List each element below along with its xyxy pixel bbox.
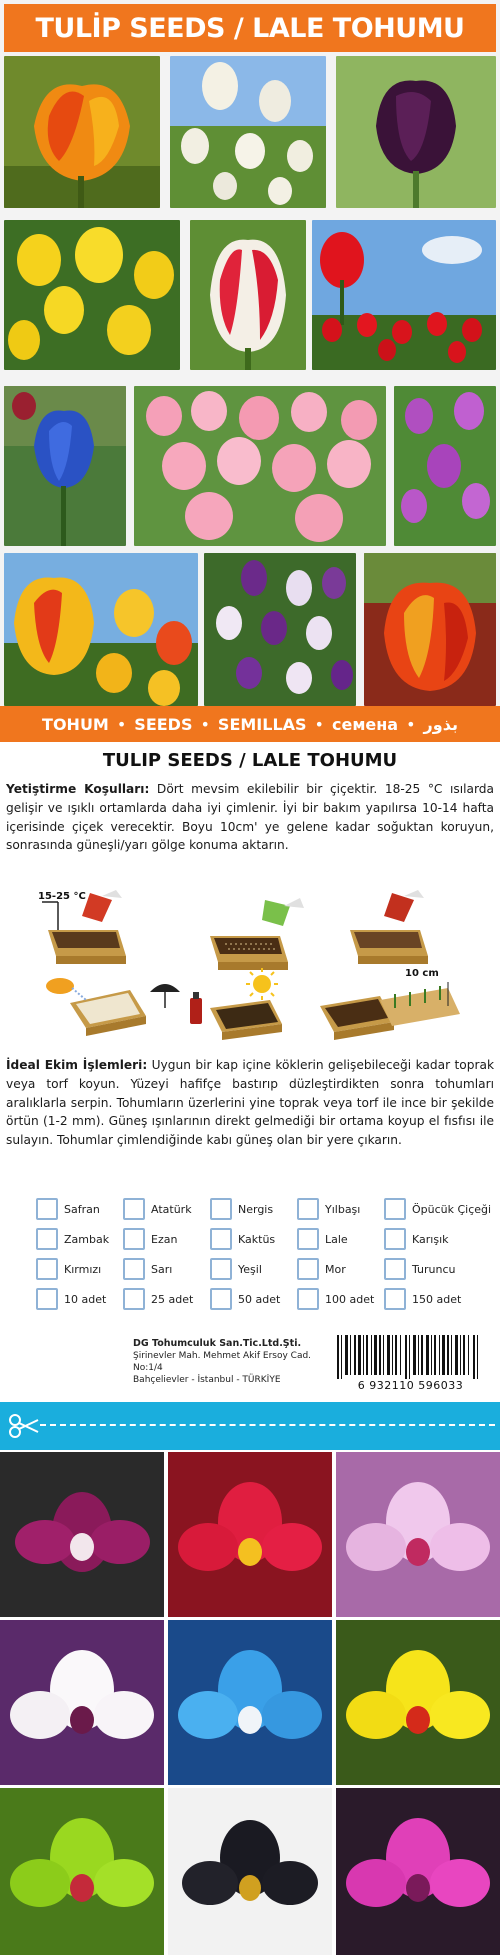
checkbox-mor[interactable]: Mor bbox=[297, 1258, 346, 1280]
checkbox-lale[interactable]: Lale bbox=[297, 1228, 348, 1250]
checkbox-box[interactable] bbox=[123, 1288, 145, 1310]
orchid-photo-yellow bbox=[336, 1620, 500, 1785]
ideal-sowing-instructions bbox=[6, 1056, 494, 1150]
lang-turkish: TOHUM bbox=[42, 714, 109, 734]
checkbox-yesil[interactable]: Yeşil bbox=[210, 1258, 262, 1280]
tulip-photo-pink-field bbox=[134, 386, 386, 546]
checkbox-box[interactable] bbox=[123, 1258, 145, 1280]
orchid-photo-magenta bbox=[336, 1788, 500, 1955]
step-seedling-tray-icon bbox=[210, 1000, 282, 1040]
growing-heading: Yetiştirme Koşulları: bbox=[6, 782, 150, 796]
checkbox-box[interactable] bbox=[210, 1258, 232, 1280]
checkbox-opucuk-cicegi[interactable]: Öpücük Çiçeği bbox=[384, 1198, 491, 1220]
orchid-photo-red bbox=[168, 1452, 332, 1617]
checkbox-zambak[interactable]: Zambak bbox=[36, 1228, 109, 1250]
checkbox-kirmizi[interactable]: Kırmızı bbox=[36, 1258, 101, 1280]
checkbox-box[interactable] bbox=[384, 1288, 406, 1310]
umbrella-icon bbox=[150, 984, 180, 1008]
tulip-photo-blue bbox=[4, 386, 126, 546]
orchid-photo-purple bbox=[0, 1452, 164, 1617]
checkbox-10-adet[interactable]: 10 adet bbox=[36, 1288, 106, 1310]
lang-russian: ceмeнa bbox=[331, 714, 399, 734]
tulip-photo-red-white-striped bbox=[190, 220, 306, 370]
step-temperature-label: 15-25 °C bbox=[38, 891, 86, 902]
checkbox-box[interactable] bbox=[36, 1198, 58, 1220]
sowing-heading: İdeal Ekim İşlemleri: bbox=[6, 1058, 148, 1072]
checkbox-kaktus[interactable]: Kaktüs bbox=[210, 1228, 275, 1250]
checkbox-box[interactable] bbox=[36, 1258, 58, 1280]
tulip-photo-orange bbox=[4, 56, 160, 208]
checkbox-box[interactable] bbox=[297, 1288, 319, 1310]
checkbox-150-adet[interactable]: 150 adet bbox=[384, 1288, 461, 1310]
checkbox-box[interactable] bbox=[297, 1228, 319, 1250]
checkbox-safran[interactable]: Safran bbox=[36, 1198, 100, 1220]
tulip-photo-yellow-red bbox=[4, 553, 198, 706]
checkbox-box[interactable] bbox=[36, 1228, 58, 1250]
checkbox-yilbasi[interactable]: Yılbaşı bbox=[297, 1198, 360, 1220]
checkbox-box[interactable] bbox=[210, 1288, 232, 1310]
fertilizer-bottle-icon bbox=[190, 992, 202, 1024]
growing-conditions bbox=[6, 780, 494, 855]
checkbox-box[interactable] bbox=[210, 1198, 232, 1220]
sowing-text: Uygun bir kap içine köklerin gelişebileceği kadar toprak veya torf koyun. Yüzeyi hafifçe bastırıp düzleştirdikten sonra tohumları aralıklarla serpin. Tohumların üzerlerini yine toprak veya torf ile ince bir şekilde örtün (1-2 mm). Güneş ışınlarının direkt gelmediği bir ortama koyup el fısfısı ile sulayın. Tohumlar çimlendiğinde kabı güneş olan bir yere çıkarın. bbox=[6, 1058, 495, 1148]
checkbox-box[interactable] bbox=[384, 1228, 406, 1250]
barcode-bars bbox=[333, 1335, 488, 1379]
checkbox-box[interactable] bbox=[36, 1288, 58, 1310]
step-water-icon bbox=[46, 978, 146, 1036]
back-title-text: TULIP SEEDS / LALE TOHUMU bbox=[102, 749, 398, 771]
tulip-photo-white bbox=[170, 56, 326, 208]
planting-steps-illustration bbox=[0, 888, 500, 1048]
checkbox-box[interactable] bbox=[123, 1228, 145, 1250]
packet-front bbox=[0, 0, 500, 742]
checkbox-box[interactable] bbox=[210, 1228, 232, 1250]
checkbox-box[interactable] bbox=[123, 1198, 145, 1220]
barcode-number: 6 932110 596033 bbox=[357, 1379, 464, 1392]
separator-dot: • bbox=[314, 714, 324, 734]
step-transplant-icon bbox=[320, 982, 460, 1040]
checkbox-sari[interactable]: Sarı bbox=[123, 1258, 172, 1280]
checkbox-box[interactable] bbox=[297, 1198, 319, 1220]
barcode bbox=[333, 1335, 488, 1393]
sun-icon bbox=[246, 968, 278, 1000]
scissors-icon bbox=[8, 1410, 40, 1442]
checkbox-50-adet[interactable]: 50 adet bbox=[210, 1288, 280, 1310]
orchid-photo-white bbox=[0, 1620, 164, 1785]
checkbox-box[interactable] bbox=[384, 1198, 406, 1220]
lang-spanish: SEMILLAS bbox=[217, 714, 307, 734]
separator-dot: • bbox=[116, 714, 127, 734]
tulip-photo-orange-closeup bbox=[364, 553, 496, 706]
tulip-photo-purple-white bbox=[204, 553, 356, 706]
checkbox-25-adet[interactable]: 25 adet bbox=[123, 1288, 193, 1310]
step-height-label: 10 cm bbox=[405, 968, 439, 979]
checkbox-karisik[interactable]: Karışık bbox=[384, 1228, 449, 1250]
dashed-cut-line bbox=[40, 1424, 495, 1426]
separator-dot: • bbox=[406, 714, 416, 734]
front-title-banner bbox=[4, 4, 496, 52]
checkbox-box[interactable] bbox=[297, 1258, 319, 1280]
front-title: TULİP SEEDS / LALE TOHUMU bbox=[35, 12, 465, 44]
company-address-line1: Şirinevler Mah. Mehmet Akif Ersoy Cad. No:1/4 bbox=[133, 1351, 312, 1373]
lang-english: SEEDS bbox=[134, 714, 193, 734]
orchid-photo-blue bbox=[168, 1620, 332, 1785]
tulip-photo-dark-purple bbox=[336, 56, 496, 208]
checkbox-ezan[interactable]: Ezan bbox=[123, 1228, 177, 1250]
step-sow-seeds-icon bbox=[210, 898, 304, 970]
orchid-photo-black bbox=[168, 1788, 332, 1955]
checkbox-turuncu[interactable]: Turuncu bbox=[384, 1258, 456, 1280]
tulip-photo-red-field bbox=[312, 220, 496, 370]
variety-checklist bbox=[28, 1190, 492, 1325]
lang-arabic: بذور bbox=[423, 714, 458, 734]
cut-line-band bbox=[0, 1402, 500, 1450]
checkbox-nergis[interactable]: Nergis bbox=[210, 1198, 273, 1220]
tulip-photo-purple bbox=[394, 386, 496, 546]
language-bar bbox=[0, 706, 500, 742]
orchid-photo-pink-white bbox=[336, 1452, 500, 1617]
back-title bbox=[0, 742, 500, 778]
company-info bbox=[133, 1338, 333, 1386]
separator-dot: • bbox=[200, 714, 210, 734]
checkbox-box[interactable] bbox=[384, 1258, 406, 1280]
orchid-photo-green bbox=[0, 1788, 164, 1955]
step-cover-icon bbox=[350, 890, 428, 964]
company-address-line2: Bahçelievler - İstanbul - TÜRKİYE bbox=[133, 1375, 281, 1385]
tulip-photo-yellow bbox=[4, 220, 180, 370]
checkbox-100-adet[interactable]: 100 adet bbox=[297, 1288, 374, 1310]
company-name: DG Tohumculuk San.Tic.Ltd.Şti. bbox=[133, 1338, 302, 1349]
checkbox-ataturk[interactable]: Atatürk bbox=[123, 1198, 192, 1220]
growing-text: Dört mevsim ekilebilir bir çiçektir. 18-25 °C ısılarda gelişir ve ışıklı ortamlarda daha iyi çimlenir. İyi bir bakım yapılırsa 10-14 hafta içerisinde çiçek verecektir. Boyu 10cm' ye gelene kadar soğuktan koruyun, sonrasında güneşli/yarı gölge konuma aktarın. bbox=[6, 782, 494, 853]
